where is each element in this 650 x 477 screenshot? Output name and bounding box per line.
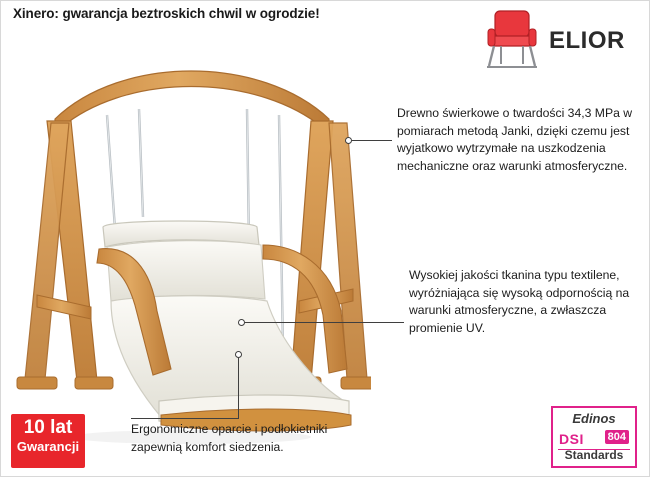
callout-ergonomics: Ergonomiczne oparcie i podłokietniki zapewnią komfort siedzenia.: [131, 422, 328, 454]
page-title: Xinero: gwarancja beztroskich chwil w ogrodzie!: [13, 6, 320, 21]
certificate-badge: [551, 406, 637, 468]
callout-leader-wood: [352, 140, 392, 141]
warranty-years: 10 lat: [23, 417, 73, 438]
armchair-icon: [483, 9, 541, 71]
callout-dot-wood: [345, 137, 352, 144]
callout-leader-fabric: [245, 322, 404, 323]
brand-name: ELIOR: [549, 27, 625, 54]
certificate-number: 804: [605, 430, 629, 444]
callout-material-fabric: Wysokiej jakości tkanina typu textilene, wyróżniająca się wysoką odpornością na warunki atmosferyczne, a zwłaszcza promienie UV.: [409, 268, 630, 336]
callout-material-wood: Drewno świerkowe o twardości 34,3 MPa w pomiarach metodą Janki, dzięki czemu jest wyjatkowo wytrzymałe na uszkodzenia mechaniczne oraz warunki atmosferyczne.: [397, 106, 633, 174]
product-image: [11, 49, 371, 449]
callout-leader-ergonomics-vertical: [238, 358, 239, 418]
certificate-standards: Standards: [564, 448, 624, 462]
warranty-badge: [11, 414, 85, 468]
brand-logo: [465, 9, 635, 75]
certificate-code: DSI: [559, 431, 584, 447]
certificate-brand: Edinos: [572, 411, 616, 426]
callout-leader-ergonomics: [131, 418, 239, 419]
warranty-label: Gwarancji: [16, 439, 80, 454]
callout-dot-fabric: [238, 319, 245, 326]
callout-dot-ergonomics: [235, 351, 242, 358]
